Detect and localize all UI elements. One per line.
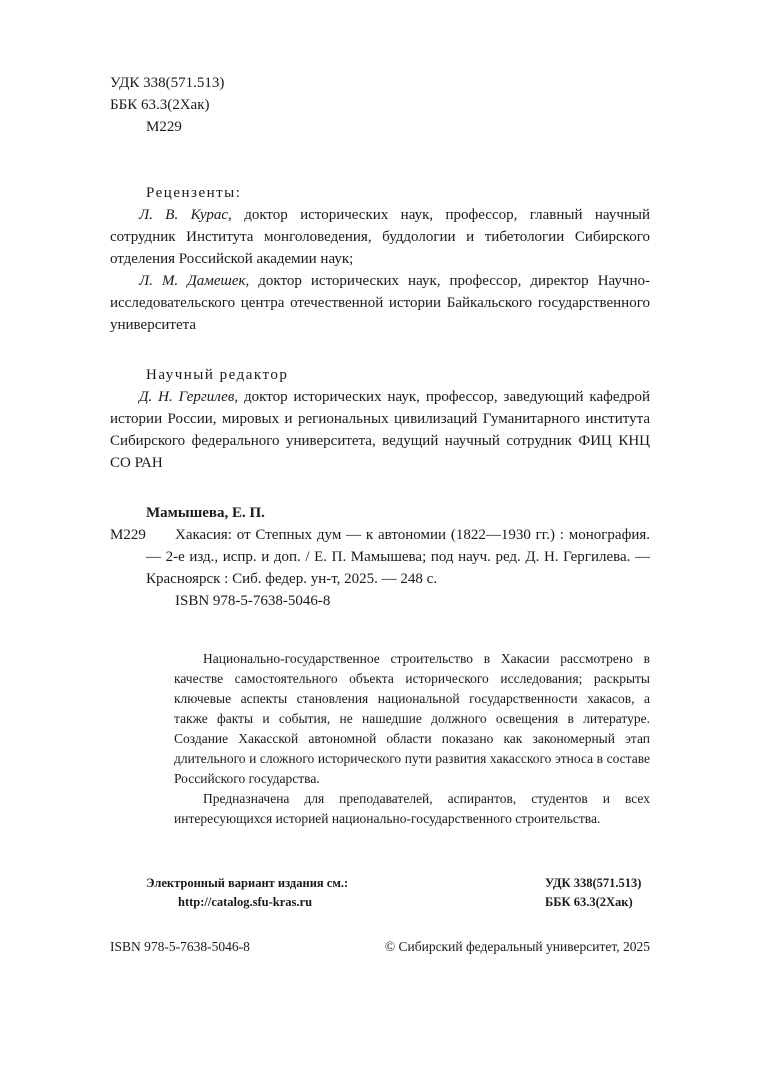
author-mark: М229	[146, 119, 182, 135]
bib-author-heading: Мамышева, Е. П.	[146, 505, 265, 521]
bib-description: Хакасия: от Степных дум — к автономии (1822—1930 гг.) : монография. — 2-е изд., испр. и доп. / Е. П. Мамышева; под науч. ред. Д. Н. Гергилева. — Красноярск : Сиб. федер. ун-т, 2025. — 248 с.	[146, 527, 650, 587]
electronic-bbk: ББК 63.3(2Хак)	[545, 895, 633, 909]
editor-text: , доктор исторических наук, профессор, заведующий кафедрой истории России, мировых и региональных цивилизаций Гуманитарного института Сибирского федерального университета, ведущий научный сотрудник ФИЦ КНЦ СО РАН	[110, 389, 650, 471]
catalog-link[interactable]: http://catalog.sfu-kras.ru	[178, 895, 313, 909]
abstract-paragraph: Предназначена для преподавателей, аспирантов, студентов и всех интересующихся историей национально-государственного строительства.	[174, 791, 650, 826]
copyright-notice: © Сибирский федеральный университет, 2025	[384, 939, 650, 954]
reviewers-section	[110, 182, 650, 336]
reviewer-text: , доктор исторических наук, профессор, главный научный сотрудник Института монголоведения, буддологии и тибетологии Сибирского отделения Российской академии наук;	[110, 207, 650, 267]
bbk-code: ББК 63.3(2Хак)	[110, 97, 210, 113]
electronic-label: Электронный вариант издания см.:	[146, 876, 349, 890]
electronic-udk: УДК 338(571.513)	[545, 876, 642, 890]
classification-block	[110, 72, 310, 138]
editor-entry	[110, 386, 650, 474]
editor-section	[110, 364, 650, 474]
reviewer-entry	[110, 270, 650, 336]
abstract-paragraph: Национально-государственное строительство в Хакасии рассмотрено в качестве самостоятельного объекта исторического исследования; раскрыты ключевые аспекты становления национальной государственности хакасов, а также факты и события, не нашедшие должного освещения в литературе. Создание Хакасской автономной области показано как закономерный этап длительного и сложного исторического пути развития хакасского этноса в составе Российского государства.	[174, 651, 650, 786]
reviewer-entry	[110, 204, 650, 270]
editor-heading: Научный редактор	[146, 367, 289, 383]
reviewers-list	[110, 204, 650, 336]
reviewer-name: Л. В. Курас	[139, 207, 229, 223]
bib-isbn: ISBN 978-5-7638-5046-8	[175, 593, 331, 609]
reviewers-heading: Рецензенты:	[146, 185, 242, 201]
udk-code: УДК 338(571.513)	[110, 75, 225, 91]
reviewer-text: , доктор исторических наук, профессор, директор Научно-исследовательского центра отечественной истории Байкальского государственного университета	[110, 273, 650, 333]
abstract-section	[174, 649, 650, 829]
reviewer-name: Л. М. Дамешек	[139, 273, 246, 289]
footer-isbn: ISBN 978-5-7638-5046-8	[110, 939, 250, 954]
editor-name: Д. Н. Гергилев	[139, 389, 235, 405]
bib-mark: М229	[110, 527, 146, 543]
